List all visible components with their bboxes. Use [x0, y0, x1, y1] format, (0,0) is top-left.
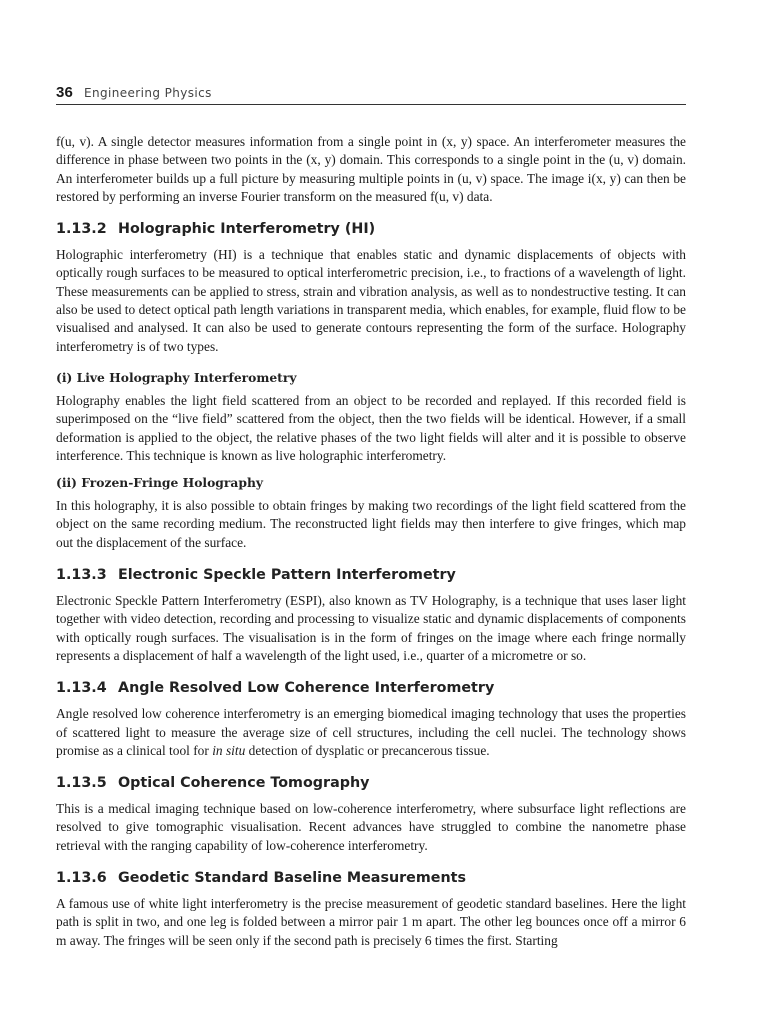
subsection-heading: (ii) Frozen-Fringe Holography: [56, 475, 264, 491]
section-number: 1.13.4: [56, 680, 107, 697]
intro-block: [56, 133, 686, 206]
section-title: Electronic Speckle Pattern Interferometry: [118, 567, 456, 584]
subsection-paragraph: In this holography, it is also possible to obtain fringes by making two recordings of the light field scattered from the object on the same recording medium. The reconstructed light fields may then interfere to give fringes, which map out the displacement of the surface.: [56, 498, 686, 550]
intro-paragraph: f(u, v). A single detector measures information from a single point in (x, y) space. An interferometer measures the difference in phase between two points in the (x, y) domain. This corresponds to a single point in the (u, v) domain. An interferometer builds up a full picture by measuring multiple points in (u, v) space. The image i(x, y) can then be restored by performing an inverse Fourier transform on the measured f(u, v) data.: [56, 134, 686, 204]
section-paragraph: This is a medical imaging technique based on low-coherence interferometry, where subsurface light reflections are resolved to give tomographic visualisation. Recent advances have struggled to combine the nanometre phase retrieval with the ranging capability of low-coherence interferometry.: [56, 801, 686, 853]
subsection-live-holography: [56, 370, 686, 465]
page-header: [56, 84, 686, 105]
section-paragraph: Holographic interferometry (HI) is a technique that enables static and dynamic displacements of objects with optically rough surfaces to be measured to optical interferometric precision, i.e., to fractions of a wavelength of light. These measurements can be applied to stress, strain and vibration analysis, as well as to nondestructive testing. It can also be used to detect optical path length variations in transparent media, which enables, for example, fluid flow to be visualised and analysed. It can also be used to generate contours representing the form of the surface. Holography interferometry is of two types.: [56, 247, 686, 354]
section-paragraph: Electronic Speckle Pattern Interferometry (ESPI), also known as TV Holography, is a technique that uses laser light together with video detection, recording and processing to visualize static and dynamic displacements of components with optically rough surfaces. The visualisation is in the form of fringes on the image where each fringe normally represents a displacement of half a wavelength of the light used, i.e., quarter of a micrometre or so.: [56, 593, 686, 663]
section-1-13-5: [56, 774, 686, 855]
section-1-13-3: [56, 566, 686, 665]
subsection-paragraph: Holography enables the light field scattered from an object to be recorded and replayed. If this recorded field is superimposed on the “live field” scattered from the object, then the two fields will be identical. However, if a small deformation is applied to the object, the relative phases of the two light fields will alter and it is possible to observe interference. This technique is known as live holographic interferometry.: [56, 392, 686, 463]
section-number: 1.13.2: [56, 221, 107, 238]
section-title: Holographic Interferometry (HI): [118, 221, 376, 238]
section-heading: [56, 566, 686, 584]
section-title: Optical Coherence Tomography: [118, 775, 370, 792]
section-heading: [56, 869, 686, 887]
italic-term: in situ: [212, 742, 246, 758]
subsection-frozen-fringe: [56, 475, 686, 552]
section-number: 1.13.3: [56, 567, 107, 584]
page-body: [56, 133, 686, 964]
paragraph-text: detection of dysplatic or precancerous tissue.: [245, 742, 490, 758]
section-1-13-4: [56, 679, 686, 760]
section-title: Angle Resolved Low Coherence Interferometry: [118, 680, 495, 697]
section-number: 1.13.6: [56, 870, 107, 887]
running-title: Engineering Physics: [84, 86, 212, 100]
paragraph-text: Angle resolved low coherence interferometry is an emerging biomedical imaging technology that uses the properties of scattered light to measure the average size of cell structures, including the cell nuclei. The technology shows promise as a clinical tool for: [56, 706, 686, 758]
section-number: 1.13.5: [56, 775, 107, 792]
subsection-heading: (i) Live Holography Interferometry: [56, 369, 297, 385]
section-1-13-6: [56, 869, 686, 950]
section-heading: [56, 774, 686, 792]
section-heading: [56, 679, 686, 697]
page-number: 36: [56, 84, 74, 101]
section-paragraph: [56, 705, 686, 760]
section-1-13-2: [56, 220, 686, 356]
section-title: Geodetic Standard Baseline Measurements: [118, 870, 466, 887]
section-paragraph: A famous use of white light interferometry is the precise measurement of geodetic standard baselines. Here the light path is split in two, and one leg is folded between a mirror pair 1 m apart. The other leg bounces once off a mirror 6 m away. The fringes will be seen only if the second path is precisely 6 times the first. Starting: [56, 896, 686, 948]
section-heading: [56, 220, 686, 238]
